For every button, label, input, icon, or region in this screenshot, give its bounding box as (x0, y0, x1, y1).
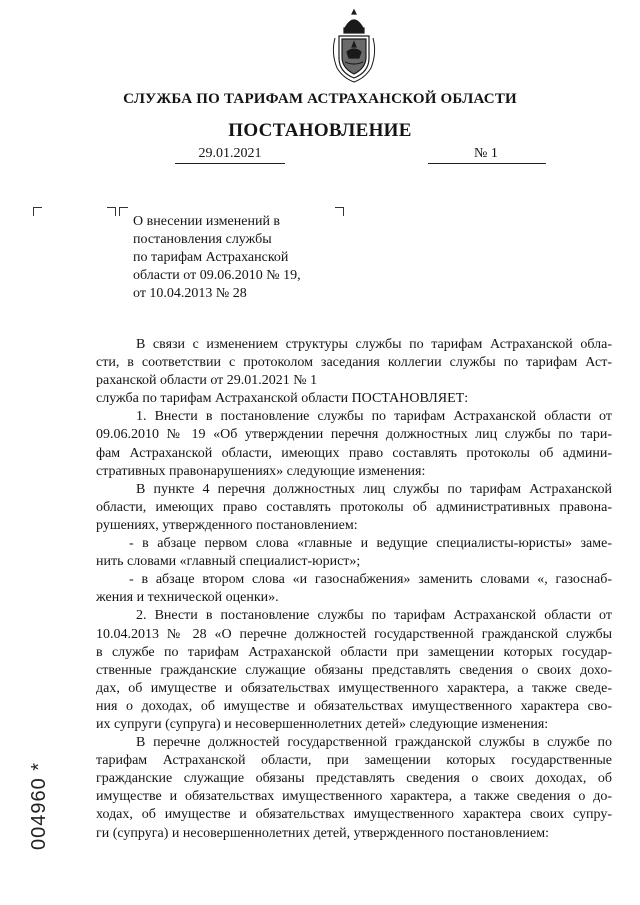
body-line: 2. Внести в постановление службы по тарифам Астраханской области от (136, 608, 612, 624)
corner-mark (33, 207, 42, 216)
body-line: 10.04.2013 № 28 «О перечне должностей государственной гражданской службы (96, 626, 612, 642)
body-line: в службе по тарифам Астраханской области при замещении которых государ- (96, 644, 612, 660)
margin-stamp (20, 742, 54, 852)
body-line: сти, в соответствии с протоколом заседания коллегии службы по тарифам Аст- (96, 355, 612, 371)
coat-of-arms-icon (329, 8, 379, 84)
subject-line: от 10.04.2013 № 28 (133, 286, 247, 301)
corner-mark (107, 207, 116, 216)
body-line: служба по тарифам Астраханской области ПОСТАНОВЛЯЕТ: (96, 391, 469, 407)
body-line: фам Астраханской области, имеющих право составлять протоколы об админи- (96, 445, 612, 461)
body-line: гражданские служащие обязаны представлять сведения о своих доходах, об (96, 771, 612, 787)
body-line: - в абзаце втором слова «и газоснабжения» заменить словами «, газоснаб- (129, 572, 612, 588)
document-date: 29.01.2021 (175, 145, 285, 164)
body-line: раханской области от 29.01.2021 № 1 (96, 373, 318, 389)
body-line: ходах, об имуществе и обязательствах имущественного характера своих супру- (96, 807, 612, 823)
body-line: ния о доходах, об имуществе и обязательствах имущественного характера сво- (96, 698, 612, 714)
body-line: их супруги (супруга) и несовершеннолетних детей» следующие изменения: (96, 716, 549, 732)
margin-stamp-text: 004960 * (28, 761, 50, 850)
body-line: 09.06.2010 № 19 «Об утверждении перечня должностных лиц службы по тари- (96, 427, 612, 443)
body-line: В пункте 4 перечня должностных лиц службы по тарифам Астраханской (136, 481, 612, 497)
body-line: В перечне должностей государственной гражданской службы в службе по (136, 735, 612, 751)
document-body (96, 336, 612, 843)
body-line: В связи с изменением структуры службы по тарифам Астраханской обла- (136, 337, 612, 352)
document-number: № 1 (474, 146, 498, 161)
body-line: имуществе и обязательствах имущественного характера, а также сведения о до- (96, 789, 612, 805)
body-line: дах, об имуществе и обязательствах имущественного характера, а также сведе- (96, 680, 612, 696)
body-line: рушениях, утвержденного постановлением: (96, 517, 358, 533)
corner-mark (119, 207, 128, 216)
subject-line: постановления службы (133, 232, 272, 247)
body-line: области, имеющих право составлять протоколы об административных правона- (96, 499, 612, 515)
body-line: ги (супруга) и несовершеннолетних детей, утвержденного постановлением: (96, 825, 549, 841)
subject-block (133, 213, 353, 303)
subject-line: по тарифам Астраханской (133, 250, 289, 265)
body-line: - в абзаце первом слова «главные и ведущие специалисты-юристы» заме- (129, 536, 612, 552)
body-line: жения и технической оценки». (96, 590, 279, 606)
document-type: ПОСТАНОВЛЕНИЕ (228, 120, 412, 141)
body-line: нить словами «главный специалист-юрист»; (96, 554, 361, 570)
agency-name: СЛУЖБА ПО ТАРИФАМ АСТРАХАНСКОЙ ОБЛАСТИ (123, 91, 517, 107)
subject-line: О внесении изменений в (133, 214, 281, 229)
document-number-field (428, 145, 546, 164)
body-line: ственные гражданские служащие обязаны представлять сведения о своих дохо- (96, 662, 612, 678)
body-line: стративных правонарушениях» следующие изменения: (96, 463, 426, 479)
body-line: тарифам Астраханской области, при замещении которых государственные (96, 753, 612, 769)
body-line: 1. Внести в постановление службы по тарифам Астраханской области от (136, 409, 612, 425)
subject-line: области от 09.06.2010 № 19, (133, 268, 301, 283)
